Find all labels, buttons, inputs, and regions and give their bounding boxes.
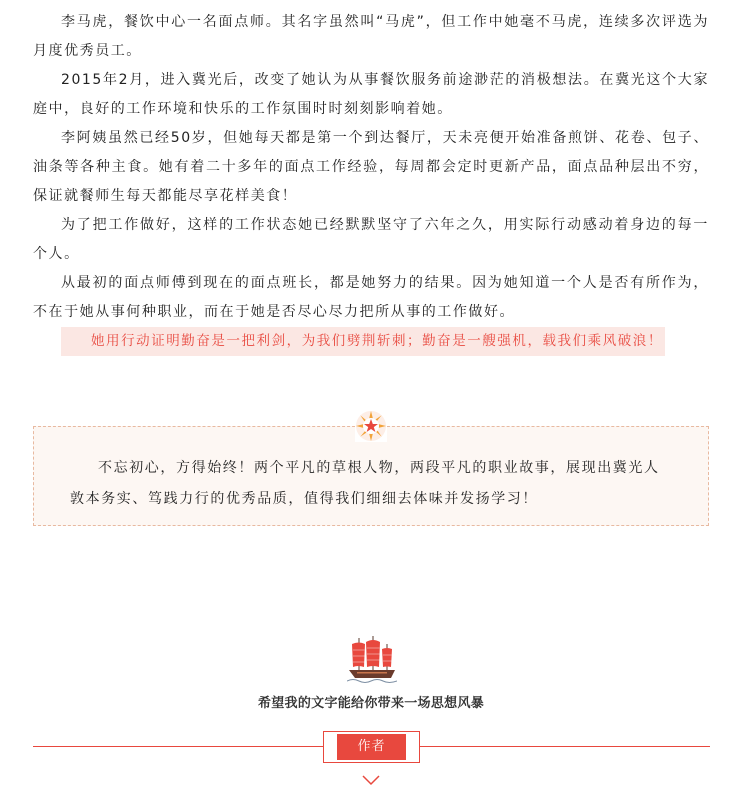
highlight-text: 她用行动证明勤奋是一把利剑，为我们劈荆斩刺；勤奋是一艘强机，载我们乘风破浪！ [61,327,665,356]
article-paragraph: 李阿姨虽然已经50岁，但她每天都是第一个到达餐厅，天未亮便开始准备煎饼、花卷、包子、油条等各种主食。她有着二十多年的面点工作经验，每周都会定时更新产品，面点品种层出不穷，保证就餐师生每天都能尽享花样美食！ [33,130,709,204]
divider-line-left [33,746,323,747]
article-paragraph: 为了把工作做好，这样的工作状态她已经默默坚守了六年之久，用实际行动感动着身边的每一个人。 [33,217,709,262]
star-icon [355,410,387,442]
author-tab [323,731,420,763]
junk-ship-icon [347,634,397,684]
article-body [33,8,709,356]
chevron-down-icon [361,772,381,786]
highlight-paragraph [33,327,709,356]
divider-line-right [420,746,710,747]
slogan-text: 希望我的文字能给你带来一场思想风暴 [257,696,485,711]
article-paragraph: 从最初的面点师傅到现在的面点班长，都是她努力的结果。因为她知道一个人是否有所作为，不在于她从事何种职业，而在于她是否尽心尽力把所从事的工作做好。 [33,275,709,320]
quote-text: 不忘初心，方得始终！两个平凡的草根人物，两段平凡的职业故事，展现出冀光人敦本务实、笃践力行的优秀品质，值得我们细细去体味并发扬学习！ [70,460,660,507]
author-label: 作者 [337,734,406,760]
article-paragraph: 李马虎，餐饮中心一名面点师。其名字虽然叫“马虎”，但工作中她毫不马虎，连续多次评选为月度优秀员工。 [33,14,709,59]
article-paragraph: 2015年2月，进入冀光后，改变了她认为从事餐饮服务前途渺茫的消极想法。在冀光这个大家庭中，良好的工作环境和快乐的工作氛围时时刻刻影响着她。 [33,72,709,117]
